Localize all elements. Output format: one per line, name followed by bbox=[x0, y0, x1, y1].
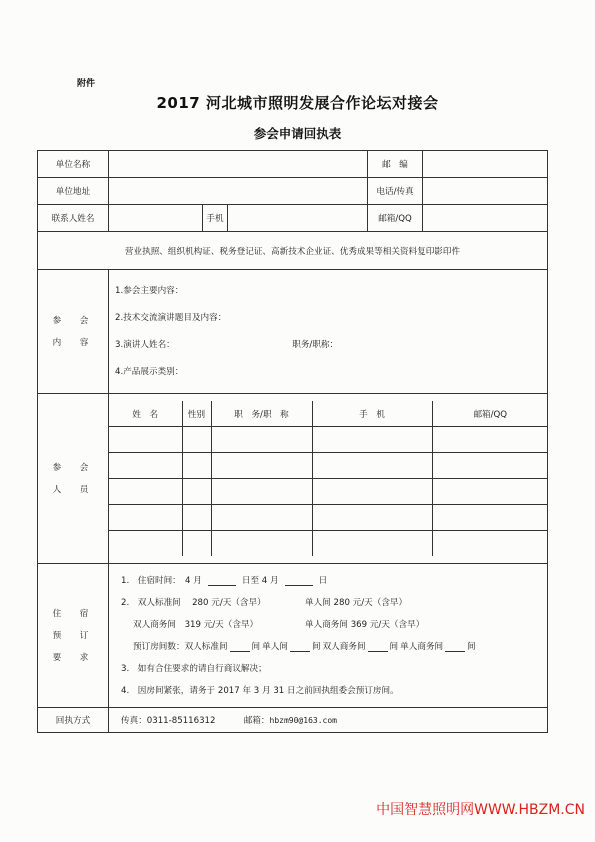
mobile-label: 手机 bbox=[203, 205, 228, 232]
attendee-mobile-cell[interactable] bbox=[312, 427, 432, 453]
hotel-label-line3: 要 求 bbox=[52, 652, 94, 663]
email-qq-field[interactable] bbox=[423, 205, 548, 232]
unit-address-field[interactable] bbox=[109, 178, 368, 205]
phone-fax-field[interactable] bbox=[423, 178, 548, 205]
content-item-4[interactable]: 4.产品展示类别： bbox=[115, 366, 184, 377]
return-fax: 传真：0311-85116312 bbox=[121, 716, 216, 726]
booking-room-unit: 间 bbox=[389, 641, 399, 652]
content-section-body bbox=[109, 270, 548, 394]
header-email-qq: 邮箱/QQ bbox=[432, 401, 548, 427]
booking-count-line bbox=[109, 636, 547, 658]
site-watermark: 中国智慧照明网WWW.HBZM.CN bbox=[376, 802, 585, 818]
attendee-mobile-cell[interactable] bbox=[312, 453, 432, 479]
booking-double-business-label: 双人商务间 bbox=[322, 641, 366, 652]
application-form-table bbox=[37, 150, 548, 733]
attendee-gender-cell[interactable] bbox=[182, 505, 211, 531]
attendees-section-label bbox=[38, 394, 109, 564]
attendees-label-line2: 人 员 bbox=[52, 484, 94, 495]
content-label-line1: 参 会 bbox=[52, 315, 94, 326]
attendee-position-cell[interactable] bbox=[211, 453, 312, 479]
hotel-label-line1: 住 宿 bbox=[52, 608, 94, 619]
email-qq-label: 邮箱/QQ bbox=[368, 205, 423, 232]
booking-room-unit: 间 bbox=[467, 641, 476, 652]
booking-room-unit: 间 bbox=[311, 641, 321, 652]
attendee-email-cell[interactable] bbox=[432, 531, 548, 557]
attendee-mobile-cell[interactable] bbox=[312, 505, 432, 531]
attendee-row[interactable] bbox=[109, 427, 548, 453]
attendee-position-cell[interactable] bbox=[211, 479, 312, 505]
single-count-blank[interactable] bbox=[290, 642, 310, 652]
unit-name-label: 单位名称 bbox=[38, 151, 109, 178]
content-item-3[interactable] bbox=[115, 332, 544, 359]
attendee-email-cell[interactable] bbox=[432, 505, 548, 531]
stay-dates-line bbox=[109, 570, 547, 592]
attendee-gender-cell[interactable] bbox=[182, 427, 211, 453]
postcode-label: 邮 编 bbox=[368, 151, 423, 178]
attendee-mobile-cell[interactable] bbox=[312, 531, 432, 557]
check-out-day-blank[interactable] bbox=[285, 576, 313, 586]
attendee-position-cell[interactable] bbox=[211, 531, 312, 557]
return-email[interactable]: hbzm90@163.com bbox=[269, 716, 337, 725]
hotel-section-body bbox=[109, 564, 548, 708]
unit-name-field[interactable] bbox=[109, 151, 368, 178]
content-item-1[interactable]: 1.参会主要内容： bbox=[115, 285, 184, 296]
header-position: 职 务/职 称 bbox=[211, 401, 312, 427]
attendee-email-cell[interactable] bbox=[432, 427, 548, 453]
content-section-row bbox=[38, 270, 548, 394]
single-business-price: 单人商务间 369 元/天（含早） bbox=[305, 619, 425, 630]
unit-address-row bbox=[38, 178, 548, 205]
booking-prefix: 预订房间数：双人标准间 bbox=[133, 641, 228, 652]
attendee-row[interactable] bbox=[109, 505, 548, 531]
double-standard-price: 2. 双人标准间 280 元/天（含早） bbox=[121, 597, 266, 608]
header-mobile: 手 机 bbox=[312, 401, 432, 427]
business-rooms-line bbox=[109, 614, 547, 636]
attendees-table-cell bbox=[109, 394, 548, 564]
deadline-note-line: 4. 因房间紧张，请务于 2017 年 3 月 31 日之前回执组委会预订房间。 bbox=[121, 685, 399, 696]
attendee-name-cell[interactable] bbox=[109, 427, 182, 453]
attendee-mobile-cell[interactable] bbox=[312, 479, 432, 505]
contact-name-label: 联系人姓名 bbox=[38, 205, 109, 232]
attendee-gender-cell[interactable] bbox=[182, 531, 211, 557]
single-business-count-blank[interactable] bbox=[445, 642, 465, 652]
speaker-name-label: 3.演讲人姓名： bbox=[115, 339, 175, 350]
unit-address-label: 单位地址 bbox=[38, 178, 109, 205]
attendee-row[interactable] bbox=[109, 479, 548, 505]
stay-prefix: 1. 住宿时间： 4 月 bbox=[121, 575, 202, 586]
return-method-row bbox=[38, 708, 548, 733]
content-label-line2: 内 容 bbox=[52, 337, 94, 348]
documents-row bbox=[38, 232, 548, 270]
hotel-section-label bbox=[38, 564, 109, 708]
postcode-field[interactable] bbox=[423, 151, 548, 178]
hotel-label-line2: 预 订 bbox=[52, 630, 94, 641]
attendee-row[interactable] bbox=[109, 453, 548, 479]
header-name: 姓 名 bbox=[109, 401, 182, 427]
unit-name-row bbox=[38, 151, 548, 178]
double-business-price: 双人商务间 319 元/天（含早） bbox=[133, 619, 259, 630]
document-subtitle: 参会申请回执表 bbox=[253, 126, 342, 141]
return-method-label: 回执方式 bbox=[38, 708, 109, 733]
booking-room-unit: 间 bbox=[251, 641, 261, 652]
attendee-name-cell[interactable] bbox=[109, 505, 182, 531]
attendee-gender-cell[interactable] bbox=[182, 453, 211, 479]
attendees-label-line1: 参 会 bbox=[52, 462, 94, 473]
attendees-section-row bbox=[38, 394, 548, 564]
contact-row bbox=[38, 205, 548, 232]
return-email-label: 邮箱： bbox=[243, 716, 270, 726]
hotel-section-row bbox=[38, 564, 548, 708]
header-gender: 性别 bbox=[182, 401, 211, 427]
attendees-header-row bbox=[109, 401, 548, 427]
booking-single-label: 单人间 bbox=[262, 641, 288, 652]
return-method-body bbox=[109, 708, 548, 733]
attachment-label: 附件 bbox=[77, 79, 96, 89]
content-item-2[interactable]: 2.技术交流演讲题目及内容： bbox=[115, 312, 227, 323]
attendee-row[interactable] bbox=[109, 531, 548, 557]
attendee-email-cell[interactable] bbox=[432, 453, 548, 479]
stay-mid: 日至 4 月 bbox=[241, 575, 279, 586]
attendee-name-cell[interactable] bbox=[109, 479, 182, 505]
attendee-position-cell[interactable] bbox=[211, 505, 312, 531]
phone-fax-label: 电话/传真 bbox=[368, 178, 423, 205]
double-business-count-blank[interactable] bbox=[368, 642, 388, 652]
booking-single-business-label: 单人商务间 bbox=[400, 641, 444, 652]
stay-suffix: 日 bbox=[318, 575, 328, 586]
attendee-position-cell[interactable] bbox=[211, 427, 312, 453]
attendee-email-cell[interactable] bbox=[432, 479, 548, 505]
documents-note: 营业执照、组织机构证、税务登记证、高新技术企业证、优秀成果等相关资料复印影印件 bbox=[38, 232, 548, 270]
share-note-line: 3. 如有合住要求的请自行商议解决； bbox=[121, 663, 267, 674]
standard-rooms-line bbox=[109, 592, 547, 614]
mobile-field[interactable] bbox=[228, 205, 368, 232]
attendee-name-cell[interactable] bbox=[109, 531, 182, 557]
attendee-name-cell[interactable] bbox=[109, 453, 182, 479]
single-standard-price: 单人间 280 元/天（含早） bbox=[305, 597, 408, 608]
document-title: 2017 河北城市照明发展合作论坛对接会 bbox=[156, 94, 439, 112]
content-section-label bbox=[38, 270, 109, 394]
check-in-day-blank[interactable] bbox=[208, 576, 236, 586]
attendee-gender-cell[interactable] bbox=[182, 479, 211, 505]
double-standard-count-blank[interactable] bbox=[230, 642, 250, 652]
speaker-position-label: 职务/职称： bbox=[292, 339, 339, 350]
attendees-table bbox=[109, 401, 548, 556]
contact-name-field[interactable] bbox=[109, 205, 203, 232]
